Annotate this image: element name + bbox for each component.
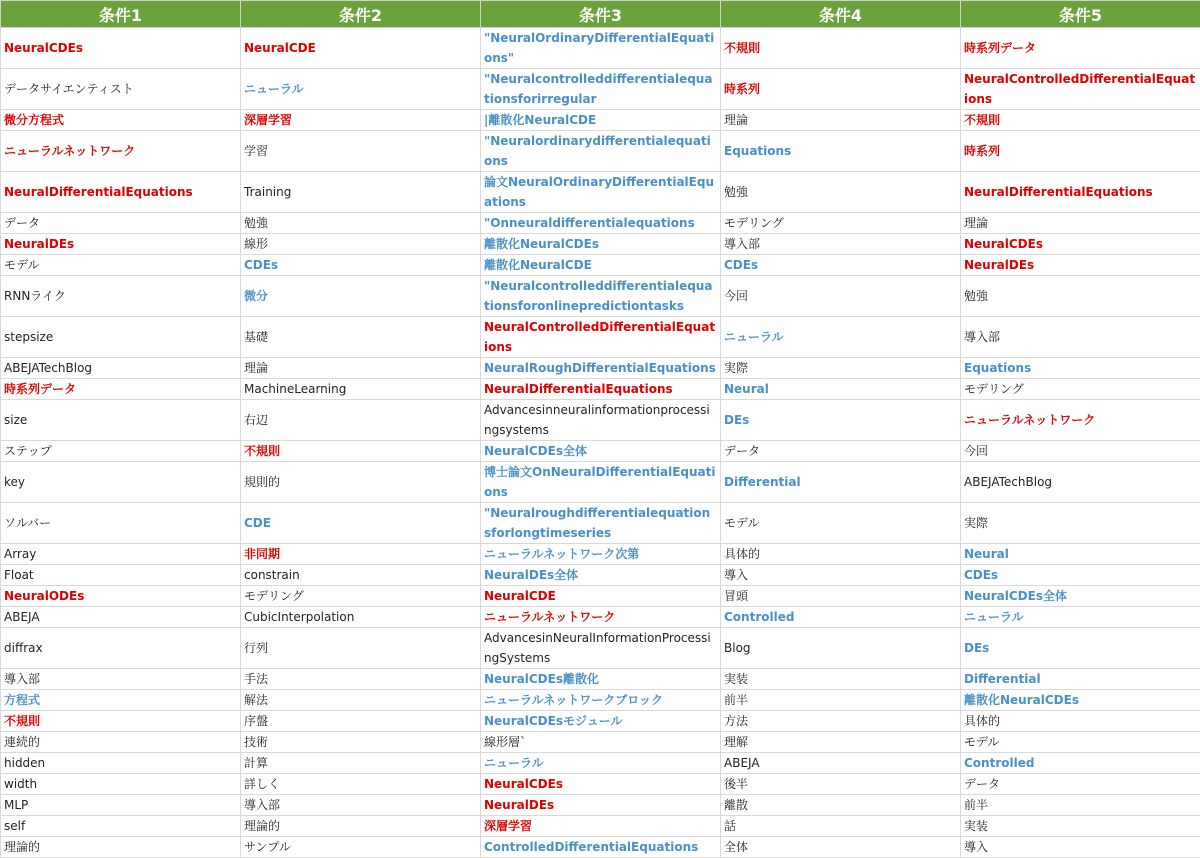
table-cell-condition-2: 規則的 (241, 462, 481, 503)
table-cell-condition-1: MLP (1, 795, 241, 816)
table-cell-condition-3: ニューラル (481, 753, 721, 774)
table-row (1, 462, 1200, 503)
table-cell-condition-5: Neural (961, 544, 1200, 565)
table-cell-condition-1: stepsize (1, 317, 241, 358)
table-row (1, 317, 1200, 358)
table-cell-condition-4: 理論 (721, 110, 961, 131)
table-row (1, 400, 1200, 441)
table-cell-condition-4: Controlled (721, 607, 961, 628)
table-cell-condition-1: NeuralDifferentialEquations (1, 172, 241, 213)
table-row (1, 690, 1200, 711)
table-row (1, 276, 1200, 317)
table-cell-condition-1: self (1, 816, 241, 837)
table-cell-condition-4: 前半 (721, 690, 961, 711)
table-cell-condition-1: 不規則 (1, 711, 241, 732)
table-row (1, 213, 1200, 234)
table-cell-condition-5: 前半 (961, 795, 1200, 816)
table-cell-condition-4: ABEJA (721, 753, 961, 774)
table-row (1, 69, 1200, 110)
table-row (1, 379, 1200, 400)
table-cell-condition-2: ニューラル (241, 69, 481, 110)
table-cell-condition-1: key (1, 462, 241, 503)
table-row (1, 441, 1200, 462)
table-row (1, 358, 1200, 379)
header-condition-1: 条件1 (1, 1, 241, 28)
table-cell-condition-2: constrain (241, 565, 481, 586)
table-row (1, 753, 1200, 774)
table-cell-condition-5: NeuralControlledDifferentialEquations (961, 69, 1200, 110)
table-cell-condition-1: 時系列データ (1, 379, 241, 400)
table-cell-condition-2: 勉強 (241, 213, 481, 234)
table-row (1, 503, 1200, 544)
table-cell-condition-1: ステップ (1, 441, 241, 462)
table-cell-condition-4: モデリング (721, 213, 961, 234)
table-cell-condition-3: "Neuralroughdifferentialequationsforlongtimeseries (481, 503, 721, 544)
table-cell-condition-4: 冒頭 (721, 586, 961, 607)
table-cell-condition-1: width (1, 774, 241, 795)
table-row (1, 837, 1200, 858)
table-cell-condition-3: 博士論文OnNeuralDifferentialEquations (481, 462, 721, 503)
table-row (1, 28, 1200, 69)
table-body (1, 28, 1200, 858)
table-cell-condition-2: NeuralCDE (241, 28, 481, 69)
table-cell-condition-1: ABEJATechBlog (1, 358, 241, 379)
table-cell-condition-1: NeuralDEs (1, 234, 241, 255)
table-cell-condition-5: 勉強 (961, 276, 1200, 317)
table-cell-condition-4: 導入 (721, 565, 961, 586)
table-cell-condition-4: 理解 (721, 732, 961, 753)
table-cell-condition-2: CDE (241, 503, 481, 544)
table-cell-condition-5: Equations (961, 358, 1200, 379)
table-cell-condition-1: 連続的 (1, 732, 241, 753)
table-row (1, 607, 1200, 628)
table-cell-condition-2: 理論 (241, 358, 481, 379)
table-cell-condition-2: サンプル (241, 837, 481, 858)
table-cell-condition-4: 今回 (721, 276, 961, 317)
table-row (1, 732, 1200, 753)
table-cell-condition-4: 全体 (721, 837, 961, 858)
table-cell-condition-2: CDEs (241, 255, 481, 276)
table-cell-condition-1: 導入部 (1, 669, 241, 690)
table-cell-condition-2: 不規則 (241, 441, 481, 462)
table-cell-condition-5: 離散化NeuralCDEs (961, 690, 1200, 711)
table-cell-condition-5: CDEs (961, 565, 1200, 586)
table-cell-condition-5: NeuralDifferentialEquations (961, 172, 1200, 213)
table-row (1, 172, 1200, 213)
table-cell-condition-1: diffrax (1, 628, 241, 669)
table-cell-condition-2: モデリング (241, 586, 481, 607)
table-cell-condition-5: ニューラル (961, 607, 1200, 628)
table-cell-condition-5: DEs (961, 628, 1200, 669)
table-cell-condition-3: Advancesinneuralinformationprocessingsystems (481, 400, 721, 441)
table-cell-condition-5: Differential (961, 669, 1200, 690)
table-row (1, 586, 1200, 607)
table-cell-condition-4: 不規則 (721, 28, 961, 69)
table-cell-condition-2: 右辺 (241, 400, 481, 441)
table-cell-condition-2: 深層学習 (241, 110, 481, 131)
table-cell-condition-3: ControlledDifferentialEquations (481, 837, 721, 858)
table-cell-condition-2: MachineLearning (241, 379, 481, 400)
header-condition-4: 条件4 (721, 1, 961, 28)
table-cell-condition-2: 線形 (241, 234, 481, 255)
table-cell-condition-3: NeuralCDEsモジュール (481, 711, 721, 732)
table-cell-condition-3: 論文NeuralOrdinaryDifferentialEquations (481, 172, 721, 213)
table-cell-condition-4: CDEs (721, 255, 961, 276)
table-cell-condition-3: NeuralDEs (481, 795, 721, 816)
table-cell-condition-2: 非同期 (241, 544, 481, 565)
table-cell-condition-1: ソルバー (1, 503, 241, 544)
table-cell-condition-5: 導入 (961, 837, 1200, 858)
header-condition-5: 条件5 (961, 1, 1200, 28)
table-cell-condition-5: NeuralCDEs (961, 234, 1200, 255)
table-cell-condition-5: データ (961, 774, 1200, 795)
table-cell-condition-2: CubicInterpolation (241, 607, 481, 628)
table-cell-condition-1: 理論的 (1, 837, 241, 858)
table-row (1, 711, 1200, 732)
table-cell-condition-4: 時系列 (721, 69, 961, 110)
table-cell-condition-4: Blog (721, 628, 961, 669)
table-cell-condition-4: Neural (721, 379, 961, 400)
table-cell-condition-3: "NeuralOrdinaryDifferentialEquations" (481, 28, 721, 69)
table-row (1, 795, 1200, 816)
table-cell-condition-5: Controlled (961, 753, 1200, 774)
table-cell-condition-2: 詳しく (241, 774, 481, 795)
table-cell-condition-4: 実装 (721, 669, 961, 690)
table-cell-condition-1: NeuralODEs (1, 586, 241, 607)
table-cell-condition-4: ニューラル (721, 317, 961, 358)
table-row (1, 234, 1200, 255)
table-row (1, 131, 1200, 172)
header-condition-3: 条件3 (481, 1, 721, 28)
table-cell-condition-4: 離散 (721, 795, 961, 816)
table-cell-condition-3: ニューラルネットワーク (481, 607, 721, 628)
table-cell-condition-5: 理論 (961, 213, 1200, 234)
table-cell-condition-5: 時系列 (961, 131, 1200, 172)
table-cell-condition-5: 時系列データ (961, 28, 1200, 69)
table-cell-condition-3: "Neuralordinarydifferentialequations (481, 131, 721, 172)
table-cell-condition-5: 実装 (961, 816, 1200, 837)
table-row (1, 816, 1200, 837)
table-cell-condition-4: 話 (721, 816, 961, 837)
table-cell-condition-3: 離散化NeuralCDE (481, 255, 721, 276)
table-cell-condition-3: NeuralCDEs離散化 (481, 669, 721, 690)
table-cell-condition-1: ABEJA (1, 607, 241, 628)
table-cell-condition-1: データサイエンティスト (1, 69, 241, 110)
table-cell-condition-2: 基礎 (241, 317, 481, 358)
table-cell-condition-5: 導入部 (961, 317, 1200, 358)
table-row (1, 628, 1200, 669)
table-cell-condition-4: 勉強 (721, 172, 961, 213)
table-cell-condition-3: NeuralCDEs全体 (481, 441, 721, 462)
table-cell-condition-4: 導入部 (721, 234, 961, 255)
table-cell-condition-3: NeuralDifferentialEquations (481, 379, 721, 400)
table-cell-condition-1: RNNライク (1, 276, 241, 317)
table-cell-condition-1: 微分方程式 (1, 110, 241, 131)
table-cell-condition-2: 計算 (241, 753, 481, 774)
table-cell-condition-5: 具体的 (961, 711, 1200, 732)
table-cell-condition-5: NeuralDEs (961, 255, 1200, 276)
table-cell-condition-4: Differential (721, 462, 961, 503)
table-row (1, 255, 1200, 276)
header-condition-2: 条件2 (241, 1, 481, 28)
table-cell-condition-3: 深層学習 (481, 816, 721, 837)
table-row (1, 774, 1200, 795)
table-cell-condition-2: 手法 (241, 669, 481, 690)
table-cell-condition-1: size (1, 400, 241, 441)
table-cell-condition-3: "Neuralcontrolleddifferentialequationsforonlinepredictiontasks (481, 276, 721, 317)
table-cell-condition-1: Float (1, 565, 241, 586)
table-cell-condition-2: Training (241, 172, 481, 213)
table-cell-condition-2: 行列 (241, 628, 481, 669)
table-cell-condition-4: 方法 (721, 711, 961, 732)
table-cell-condition-1: データ (1, 213, 241, 234)
table-cell-condition-2: 理論的 (241, 816, 481, 837)
table-row (1, 565, 1200, 586)
table-cell-condition-5: 実際 (961, 503, 1200, 544)
table-cell-condition-2: 解法 (241, 690, 481, 711)
table-cell-condition-4: データ (721, 441, 961, 462)
table-cell-condition-3: AdvancesinNeuralInformationProcessingSystems (481, 628, 721, 669)
table-cell-condition-2: 序盤 (241, 711, 481, 732)
table-cell-condition-5: NeuralCDEs全体 (961, 586, 1200, 607)
table-cell-condition-4: Equations (721, 131, 961, 172)
table-row (1, 110, 1200, 131)
table-cell-condition-2: 導入部 (241, 795, 481, 816)
table-cell-condition-2: 技術 (241, 732, 481, 753)
table-cell-condition-3: NeuralRoughDifferentialEquations (481, 358, 721, 379)
header-row (1, 1, 1200, 28)
table-cell-condition-4: DEs (721, 400, 961, 441)
table-cell-condition-5: ニューラルネットワーク (961, 400, 1200, 441)
table-cell-condition-3: 離散化NeuralCDEs (481, 234, 721, 255)
table-cell-condition-1: NeuralCDEs (1, 28, 241, 69)
table-cell-condition-3: NeuralDEs全体 (481, 565, 721, 586)
table-cell-condition-2: 学習 (241, 131, 481, 172)
table-cell-condition-5: 今回 (961, 441, 1200, 462)
table-row (1, 669, 1200, 690)
table-cell-condition-5: モデル (961, 732, 1200, 753)
table-cell-condition-4: 実際 (721, 358, 961, 379)
table-cell-condition-1: hidden (1, 753, 241, 774)
table-cell-condition-3: ニューラルネットワーク次第 (481, 544, 721, 565)
table-cell-condition-3: |離散化NeuralCDE (481, 110, 721, 131)
table-cell-condition-4: 後半 (721, 774, 961, 795)
table-cell-condition-5: モデリング (961, 379, 1200, 400)
table-cell-condition-3: "Onneuraldifferentialequations (481, 213, 721, 234)
table-cell-condition-3: "Neuralcontrolleddifferentialequationsforirregular (481, 69, 721, 110)
table-cell-condition-1: モデル (1, 255, 241, 276)
table-cell-condition-3: 線形層` (481, 732, 721, 753)
table-cell-condition-3: NeuralCDE (481, 586, 721, 607)
table-cell-condition-1: Array (1, 544, 241, 565)
table-cell-condition-3: ニューラルネットワークブロック (481, 690, 721, 711)
table-cell-condition-1: 方程式 (1, 690, 241, 711)
table-row (1, 544, 1200, 565)
table-cell-condition-2: 微分 (241, 276, 481, 317)
table-cell-condition-3: NeuralControlledDifferentialEquations (481, 317, 721, 358)
table-cell-condition-4: 具体的 (721, 544, 961, 565)
table-cell-condition-1: ニューラルネットワーク (1, 131, 241, 172)
table-cell-condition-5: 不規則 (961, 110, 1200, 131)
table-cell-condition-3: NeuralCDEs (481, 774, 721, 795)
table-cell-condition-5: ABEJATechBlog (961, 462, 1200, 503)
table-cell-condition-4: モデル (721, 503, 961, 544)
